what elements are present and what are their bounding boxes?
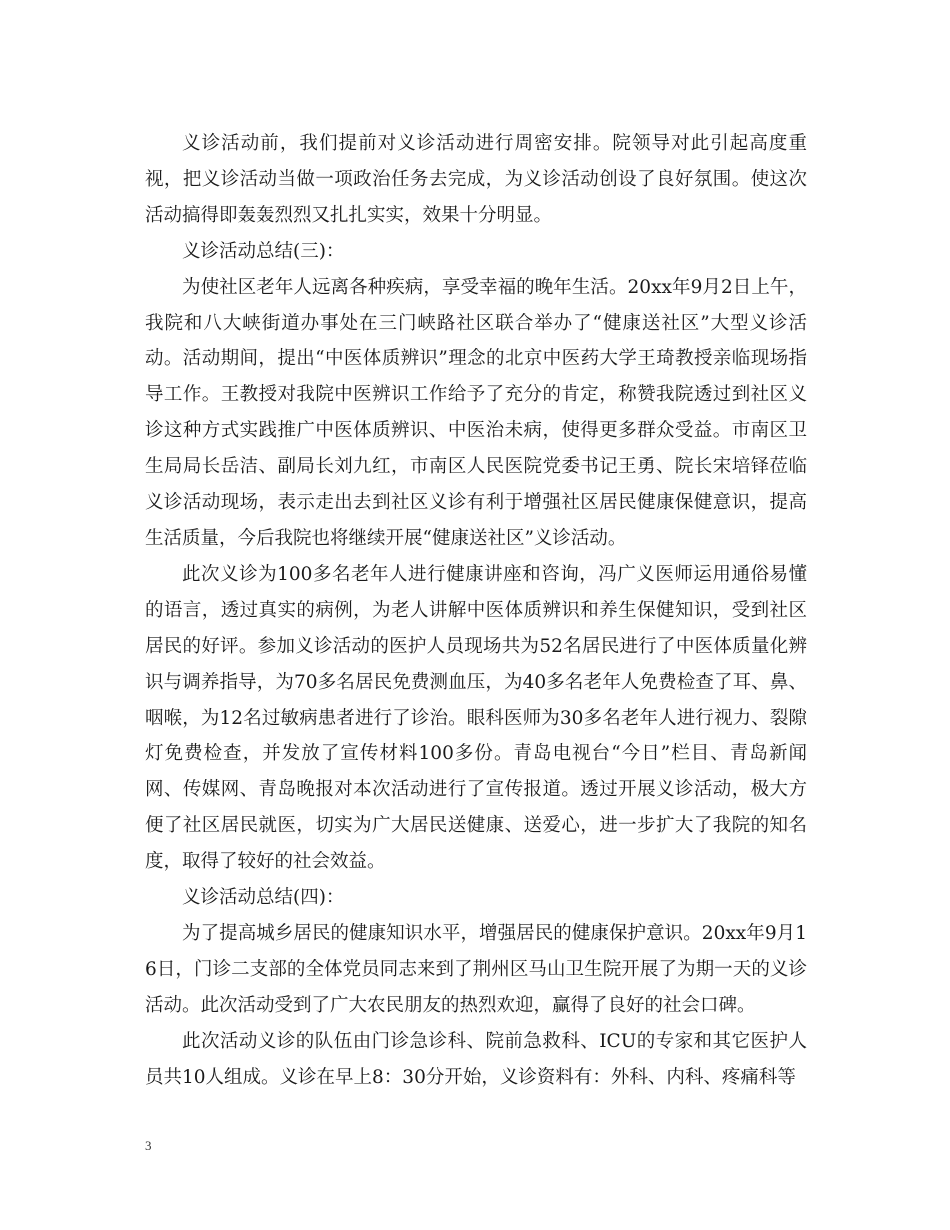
paragraph-rural-clinic: 为了提高城乡居民的健康知识水平，增强居民的健康保护意识。20xx年9月16日，门诊二支部的全体党员同志来到了荆州区马山卫生院开展了为期一天的义诊活动。此次活动受到了广大农民朋友的热烈欢迎，赢得了良好的社会口碑。: [145, 922, 807, 1016]
page-number: 3: [145, 1138, 152, 1153]
paragraph-preparation: 义诊活动前，我们提前对义诊活动进行周密安排。院领导对此引起高度重视，把义诊活动当做一项政治任务去完成，为义诊活动创设了良好氛围。使这次活动搞得即轰轰烈烈又扎扎实实，效果十分明显。: [145, 133, 807, 226]
paragraph-event-results: 此次义诊为100多名老年人进行健康讲座和咨询，冯广义医师运用通俗易懂的语言，透过真实的病例，为老人讲解中医体质辨识和养生保健知识，受到社区居民的好评。参加义诊活动的医护人员现场共为52名居民进行了中医体质量化辨识与调养指导，为70多名居民免费测血压，为40多名老年人免费检查了耳、鼻、咽喉，为12名过敏病患者进行了诊治。眼科医师为30多名老年人进行视力、裂隙灯免费检查，并发放了宣传材料100多份。青岛电视台“今日”栏目、青岛新闻网、传媒网、青岛晚报对本次活动进行了宣传报道。透过开展义诊活动，极大方便了社区居民就医，切实为广大居民送健康、送爱心，进一步扩大了我院的知名度，取得了较好的社会效益。: [145, 563, 807, 873]
section-heading-3: 义诊活动总结(三)：: [182, 240, 345, 262]
section-heading-4: 义诊活动总结(四)：: [182, 887, 345, 909]
paragraph-team-composition: 此次活动义诊的队伍由门诊急诊科、院前急救科、ICU的专家和其它医护人员共10人组成。义诊在早上8：30分开始，义诊资料有：外科、内科、疼痛科等: [145, 1030, 807, 1088]
paragraph-community-event: 为使社区老年人远离各种疾病，享受幸福的晚年生活。20xx年9月2日上午，我院和八大峡街道办事处在三门峡路社区联合举办了“健康送社区”大型义诊活动。活动期间，提出“中医体质辨识”理念的北京中医药大学王琦教授亲临现场指导工作。王教授对我院中医辨识工作给予了充分的肯定，称赞我院透过到社区义诊这种方式实践推广中医体质辨识、中医治未病，使得更多群众受益。市南区卫生局局长岳洁、副局长刘九红，市南区人民医院党委书记王勇、院长宋培铎莅临义诊活动现场，表示走出去到社区义诊有利于增强社区居民健康保健意识，提高生活质量，今后我院也将继续开展“健康送社区”义诊活动。: [145, 276, 807, 549]
document-body: [145, 126, 807, 1095]
